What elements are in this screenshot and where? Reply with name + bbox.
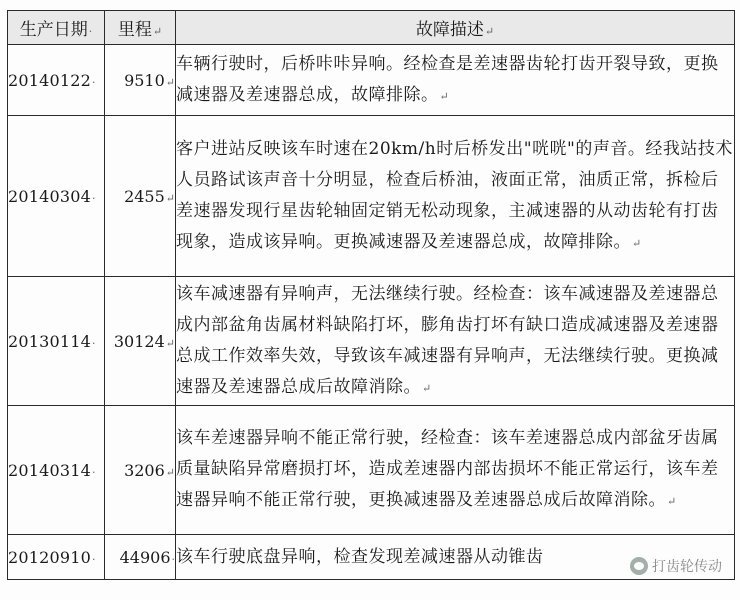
cell-mileage: 44906· <box>105 535 176 580</box>
watermark-text: 打齿轮传动 <box>652 559 722 575</box>
description-text: 车辆行驶时，后桥咔咔异响。经检查是差速器齿轮打齿开裂导致，更换减速器及差速器总成，故障排除。 <box>176 53 719 105</box>
header-date: 生产日期· <box>8 11 105 45</box>
mileage-text: 44906 <box>119 547 171 567</box>
date-text: 20130114 <box>8 331 92 351</box>
date-text: 20120910 <box>8 547 92 567</box>
table-row <box>8 116 735 277</box>
description-text: 客户进站反映该车时速在20km/h时后桥发出"咣咣"的声音。经我站技术人员路试该声音十分明显，检查后桥油，液面正常，油质正常，拆检后差速器发现行星齿轮轴固定销无松动现象，主减速器的从动齿轮有打齿现象，造成该异响。更换减速器及差速器总成，故障排除。 <box>176 138 733 252</box>
description-text: 该车差速器异响不能正常行驶，经检查：该车差速器总成内部盆牙齿属质量缺陷异常磨损打坏，造成差速器内部齿损坏不能正常运行，该车差速器异响不能正常行驶，更换减速器及差速器总成后故障消除。 <box>176 428 719 510</box>
header-row <box>8 11 735 45</box>
description-text: 该车减速器有异响声，无法继续行驶。经检查：该车减速器及差速器总成内部盆角齿属材料缺陷打坏，膨角齿打坏有缺口造成减速器及差速器总成工作效率失效，导致该车减速器有异响声，无法继续行驶。更换减速器及差速器总成后故障消除。 <box>176 283 719 397</box>
date-text: 20140314 <box>8 460 92 480</box>
header-description-label: 故障描述 <box>415 20 484 40</box>
cell-date: 20140314· <box>8 406 105 535</box>
fault-table <box>7 10 735 580</box>
wechat-icon <box>630 557 648 575</box>
cell-description: 车辆行驶时，后桥咔咔异响。经检查是差速器齿轮打齿开裂导致，更换减速器及差速器总成，故障排除。↵ <box>176 45 735 116</box>
date-text: 20140122 <box>8 70 92 90</box>
table-row <box>8 45 735 116</box>
mileage-text: 2455 <box>124 186 165 206</box>
cell-mileage: 3206↵ <box>105 406 176 535</box>
description-text: 该车行驶底盘异响，检查发现差减速器从动锥齿 <box>176 546 544 567</box>
watermark <box>630 556 722 576</box>
table-row <box>8 277 735 406</box>
header-mileage: 里程↵ <box>105 11 176 45</box>
cell-date: 20130114· <box>8 277 105 406</box>
cell-description: 该车减速器有异响声，无法继续行驶。经检查：该车减速器及差速器总成内部盆角齿属材料缺陷打坏，膨角齿打坏有缺口造成减速器及差速器总成工作效率失效，导致该车减速器有异响声，无法继续行驶。更换减速器及差速器总成后故障消除。↵ <box>176 277 735 406</box>
cell-mileage: 2455↵ <box>105 116 176 277</box>
cell-date: 20140304· <box>8 116 105 277</box>
header-mileage-label: 里程 <box>117 20 152 40</box>
mileage-text: 30124 <box>113 331 165 351</box>
mileage-text: 3206 <box>124 460 165 480</box>
cell-date: 20120910· <box>8 535 105 580</box>
table-row <box>8 406 735 535</box>
cell-description: 客户进站反映该车时速在20km/h时后桥发出"咣咣"的声音。经我站技术人员路试该声音十分明显，检查后桥油，液面正常，油质正常，拆检后差速器发现行星齿轮轴固定销无松动现象，主减速器的从动齿轮有打齿现象，造成该异响。更换减速器及差速器总成，故障排除。↵ <box>176 116 735 277</box>
cell-description: 该车差速器异响不能正常行驶，经检查：该车差速器总成内部盆牙齿属质量缺陷异常磨损打坏，造成差速器内部齿损坏不能正常运行，该车差速器异响不能正常行驶，更换减速器及差速器总成后故障消除。↵ <box>176 406 735 535</box>
date-text: 20140304 <box>8 186 92 206</box>
table-row <box>8 535 735 580</box>
cell-date: 20140122· <box>8 45 105 116</box>
header-description: 故障描述↵ <box>176 11 735 45</box>
mileage-text: 9510 <box>124 70 165 90</box>
cell-mileage: 30124↵ <box>105 277 176 406</box>
cell-mileage: 9510↵ <box>105 45 176 116</box>
header-date-label: 生产日期 <box>19 20 88 40</box>
